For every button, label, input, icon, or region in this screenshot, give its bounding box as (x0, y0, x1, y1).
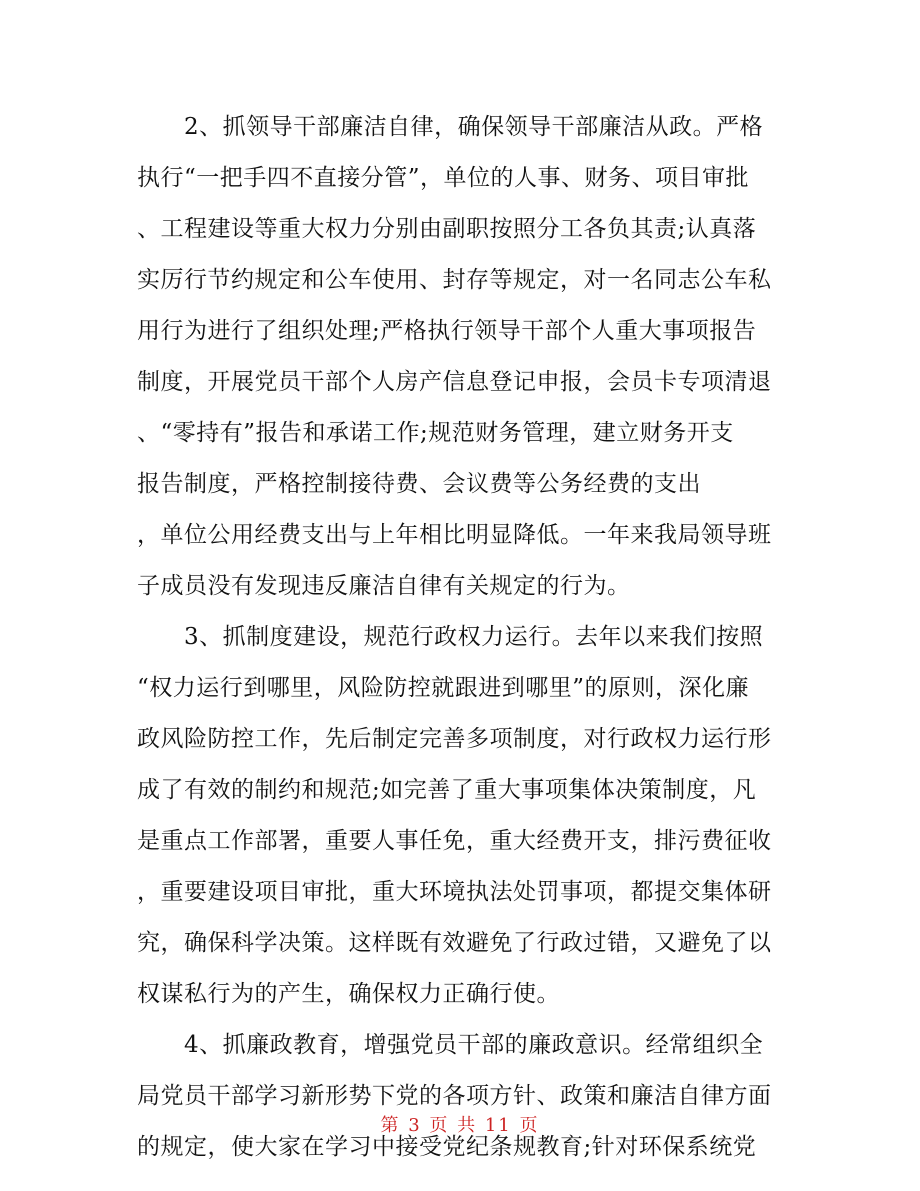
paragraph-4 (137, 1020, 785, 1173)
text-line: ，重要建设项目审批，重大环境执法处罚事项，都提交集体研 (137, 879, 772, 905)
document-body (137, 102, 785, 1173)
text-line: “权力运行到哪里，风险防控就跟进到哪里”的原则，深化廉 (137, 675, 750, 701)
text-line: 4、抓廉政教育，增强党员干部的廉政意识。经常组织全 (137, 1032, 764, 1058)
text-line: 制度，开展党员干部个人房产信息登记申报，会员卡专项清退 (137, 369, 772, 395)
text-line: 成了有效的制约和规范;如完善了重大事项集体决策制度，凡 (137, 777, 757, 803)
text-line: 究，确保科学决策。这样既有效避免了行政过错，又避免了以 (137, 930, 772, 956)
text-line: 3、抓制度建设，规范行政权力运行。去年以来我们按照 (137, 624, 764, 650)
text-line: 执行“一把手四不直接分管”，单位的人事、财务、项目审批 (137, 165, 750, 191)
page-number-footer: 第 3 页 共 11 页 (380, 1115, 540, 1136)
paragraph-2 (137, 102, 785, 612)
text-line: 子成员没有发现违反廉洁自律有关规定的行为。 (137, 573, 631, 599)
text-line: 、工程建设等重大权力分别由副职按照分工各负其责;认真落 (137, 216, 757, 242)
paragraph-3 (137, 612, 785, 1020)
text-line: 局党员干部学习新形势下党的各项方针、政策和廉洁自律方面 (137, 1083, 772, 1109)
text-line: 实厉行节约规定和公车使用、封存等规定，对一名同志公车私 (137, 267, 772, 293)
text-line: 、“零持有”报告和承诺工作;规范财务管理，建立财务开支 (137, 420, 734, 446)
text-line: 的规定，使大家在学习中接受党纪条规教育;针对环保系统党 (137, 1134, 757, 1160)
text-line: 政风险防控工作，先后制定完善多项制度，对行政权力运行形 (137, 726, 772, 752)
text-line: 2、抓领导干部廉洁自律，确保领导干部廉洁从政。严格 (137, 114, 764, 140)
text-line: 权谋私行为的产生，确保权力正确行使。 (137, 981, 560, 1007)
text-line: ，单位公用经费支出与上年相比明显降低。一年来我局领导班 (137, 522, 772, 548)
text-line: 是重点工作部署，重要人事任免，重大经费开支，排污费征收 (137, 828, 772, 854)
text-line: 用行为进行了组织处理;严格执行领导干部个人重大事项报告 (137, 318, 757, 344)
text-line: 报告制度，严格控制接待费、会议费等公务经费的支出 (137, 471, 701, 497)
